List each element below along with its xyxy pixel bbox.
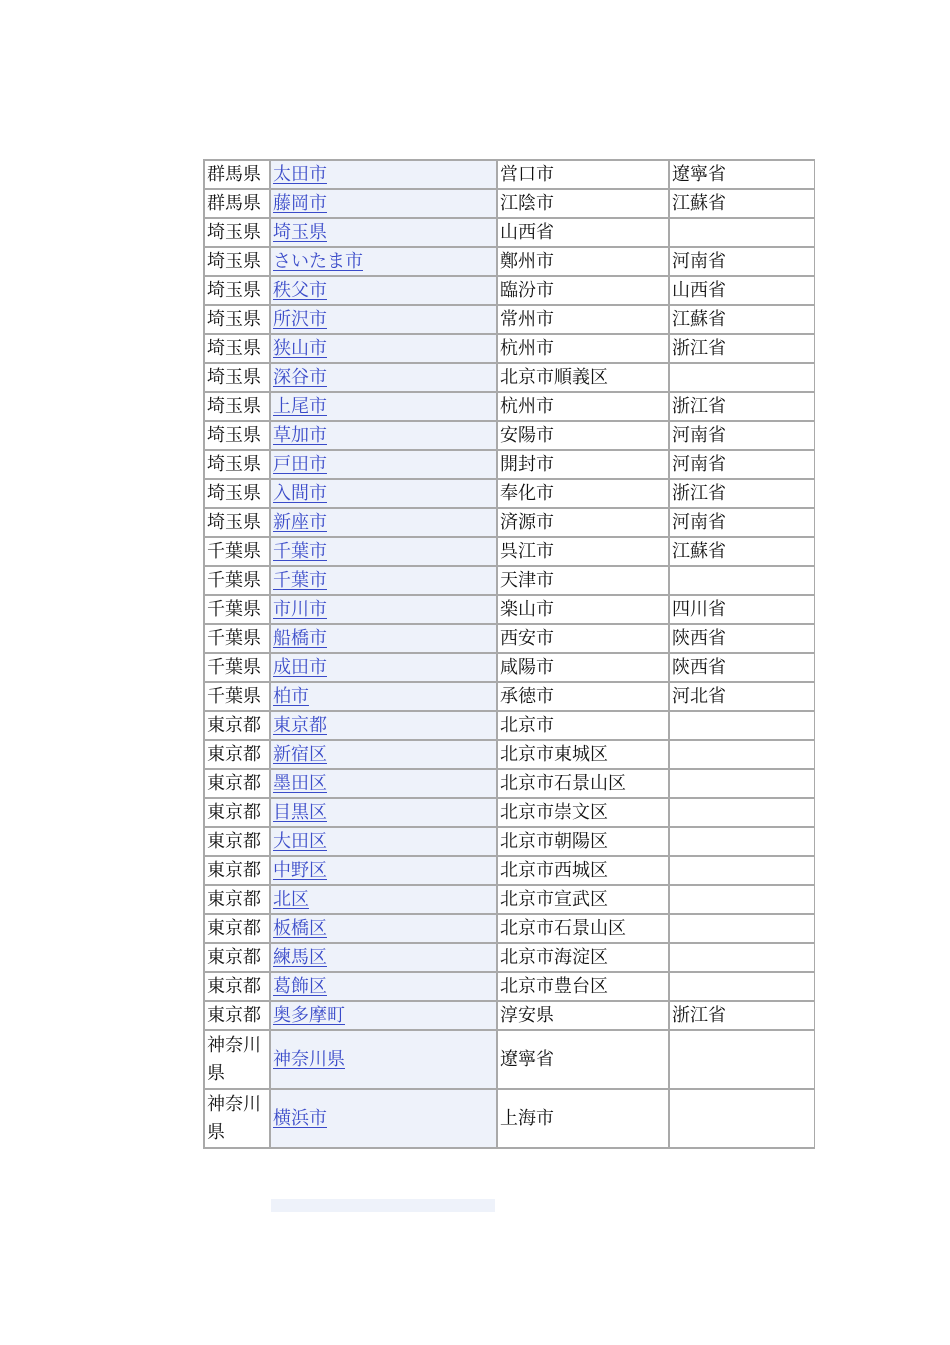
japanese-city-cell [270, 972, 497, 1001]
prefecture-cell: 千葉県 [204, 682, 270, 711]
japanese-city-cell [270, 1030, 497, 1089]
chinese-city-cell: 営口市 [497, 160, 669, 189]
japanese-city-cell [270, 247, 497, 276]
chinese-province-cell: 陝西省 [669, 653, 815, 682]
city-link[interactable]: 奥多摩町 [273, 1005, 345, 1026]
table-row [204, 711, 815, 740]
japanese-city-cell [270, 769, 497, 798]
chinese-city-cell: 奉化市 [497, 479, 669, 508]
prefecture-cell: 東京都 [204, 914, 270, 943]
table-row [204, 682, 815, 711]
chinese-city-cell: 承徳市 [497, 682, 669, 711]
japanese-city-cell [270, 885, 497, 914]
chinese-city-cell: 楽山市 [497, 595, 669, 624]
prefecture-cell: 埼玉県 [204, 450, 270, 479]
table-row [204, 450, 815, 479]
chinese-city-cell: 杭州市 [497, 392, 669, 421]
prefecture-cell: 埼玉県 [204, 392, 270, 421]
city-link[interactable]: 墨田区 [273, 773, 327, 794]
chinese-province-cell [669, 1030, 815, 1089]
prefecture-cell: 埼玉県 [204, 479, 270, 508]
sister-city-table [203, 159, 815, 1149]
chinese-city-cell: 杭州市 [497, 334, 669, 363]
city-link[interactable]: 東京都 [273, 715, 327, 736]
japanese-city-cell [270, 624, 497, 653]
chinese-province-cell [669, 363, 815, 392]
table-row [204, 595, 815, 624]
cut-off-cell-fragment [271, 1199, 495, 1212]
prefecture-cell: 千葉県 [204, 566, 270, 595]
table-row [204, 566, 815, 595]
city-link[interactable]: 新座市 [273, 512, 327, 533]
japanese-city-cell [270, 711, 497, 740]
prefecture-cell: 埼玉県 [204, 247, 270, 276]
table-row [204, 827, 815, 856]
city-link[interactable]: 太田市 [273, 164, 327, 185]
table-row [204, 508, 815, 537]
japanese-city-cell [270, 189, 497, 218]
japanese-city-cell [270, 943, 497, 972]
chinese-city-cell: 開封市 [497, 450, 669, 479]
chinese-province-cell: 浙江省 [669, 479, 815, 508]
chinese-city-cell: 北京市石景山区 [497, 769, 669, 798]
table-row [204, 305, 815, 334]
table-row [204, 1089, 815, 1148]
chinese-province-cell: 江蘇省 [669, 189, 815, 218]
japanese-city-cell [270, 595, 497, 624]
chinese-province-cell [669, 740, 815, 769]
prefecture-cell: 群馬県 [204, 189, 270, 218]
city-link[interactable]: さいたま市 [273, 251, 363, 272]
table-row [204, 160, 815, 189]
prefecture-cell: 千葉県 [204, 624, 270, 653]
prefecture-cell: 千葉県 [204, 653, 270, 682]
chinese-province-cell: 河南省 [669, 247, 815, 276]
prefecture-cell: 東京都 [204, 972, 270, 1001]
city-link[interactable]: 所沢市 [273, 309, 327, 330]
prefecture-cell: 埼玉県 [204, 218, 270, 247]
prefecture-cell: 神奈川県 [204, 1089, 270, 1148]
city-link[interactable]: 板橋区 [273, 918, 327, 939]
chinese-province-cell [669, 827, 815, 856]
table-row [204, 740, 815, 769]
chinese-city-cell: 北京市石景山区 [497, 914, 669, 943]
prefecture-cell: 埼玉県 [204, 305, 270, 334]
chinese-city-cell: 北京市東城区 [497, 740, 669, 769]
table-row [204, 479, 815, 508]
prefecture-cell: 東京都 [204, 769, 270, 798]
city-link[interactable]: 上尾市 [273, 396, 327, 417]
japanese-city-cell [270, 653, 497, 682]
japanese-city-cell [270, 798, 497, 827]
chinese-city-cell: 咸陽市 [497, 653, 669, 682]
prefecture-cell: 神奈川県 [204, 1030, 270, 1089]
chinese-city-cell: 淳安県 [497, 1001, 669, 1030]
japanese-city-cell [270, 218, 497, 247]
japanese-city-cell [270, 334, 497, 363]
chinese-province-cell [669, 914, 815, 943]
city-link[interactable]: 船橋市 [273, 628, 327, 649]
city-link[interactable]: 練馬区 [273, 947, 327, 968]
chinese-province-cell [669, 769, 815, 798]
japanese-city-cell [270, 1001, 497, 1030]
chinese-city-cell: 北京市西城区 [497, 856, 669, 885]
city-link[interactable]: 千葉市 [273, 541, 327, 562]
chinese-province-cell [669, 798, 815, 827]
chinese-province-cell: 遼寧省 [669, 160, 815, 189]
city-link[interactable]: 新宿区 [273, 744, 327, 765]
japanese-city-cell [270, 276, 497, 305]
prefecture-cell: 埼玉県 [204, 276, 270, 305]
city-link[interactable]: 柏市 [273, 686, 309, 707]
chinese-city-cell: 北京市豊台区 [497, 972, 669, 1001]
prefecture-cell: 東京都 [204, 740, 270, 769]
japanese-city-cell [270, 682, 497, 711]
chinese-province-cell: 河南省 [669, 508, 815, 537]
city-link[interactable]: 目黒区 [273, 802, 327, 823]
chinese-province-cell [669, 885, 815, 914]
chinese-city-cell: 北京市 [497, 711, 669, 740]
city-link[interactable]: 神奈川県 [273, 1049, 345, 1070]
city-link[interactable]: 草加市 [273, 425, 327, 446]
chinese-province-cell [669, 856, 815, 885]
japanese-city-cell [270, 1089, 497, 1148]
table-row [204, 914, 815, 943]
chinese-city-cell: 上海市 [497, 1089, 669, 1148]
japanese-city-cell [270, 363, 497, 392]
chinese-city-cell: 北京市順義区 [497, 363, 669, 392]
chinese-city-cell: 北京市海淀区 [497, 943, 669, 972]
chinese-city-cell: 鄭州市 [497, 247, 669, 276]
japanese-city-cell [270, 856, 497, 885]
japanese-city-cell [270, 160, 497, 189]
chinese-city-cell: 北京市崇文区 [497, 798, 669, 827]
prefecture-cell: 埼玉県 [204, 363, 270, 392]
city-link[interactable]: 千葉市 [273, 570, 327, 591]
chinese-province-cell [669, 1089, 815, 1148]
table-row [204, 334, 815, 363]
table-row [204, 392, 815, 421]
table-row [204, 1001, 815, 1030]
table-row [204, 218, 815, 247]
city-link[interactable]: 市川市 [273, 599, 327, 620]
table-row [204, 189, 815, 218]
city-link[interactable]: 葛飾区 [273, 976, 327, 997]
table-row [204, 972, 815, 1001]
chinese-province-cell: 江蘇省 [669, 537, 815, 566]
chinese-city-cell: 北京市宣武区 [497, 885, 669, 914]
chinese-province-cell: 陝西省 [669, 624, 815, 653]
table-row [204, 624, 815, 653]
japanese-city-cell [270, 566, 497, 595]
prefecture-cell: 東京都 [204, 1001, 270, 1030]
table-row [204, 537, 815, 566]
chinese-province-cell: 四川省 [669, 595, 815, 624]
prefecture-cell: 東京都 [204, 885, 270, 914]
chinese-province-cell [669, 943, 815, 972]
city-link[interactable]: 秩父市 [273, 280, 327, 301]
japanese-city-cell [270, 305, 497, 334]
city-link[interactable]: 深谷市 [273, 367, 327, 388]
japanese-city-cell [270, 508, 497, 537]
chinese-city-cell: 山西省 [497, 218, 669, 247]
chinese-province-cell: 河南省 [669, 450, 815, 479]
japanese-city-cell [270, 537, 497, 566]
chinese-city-cell: 江陰市 [497, 189, 669, 218]
chinese-province-cell: 河南省 [669, 421, 815, 450]
chinese-province-cell: 浙江省 [669, 1001, 815, 1030]
prefecture-cell: 東京都 [204, 856, 270, 885]
chinese-city-cell: 安陽市 [497, 421, 669, 450]
chinese-province-cell [669, 972, 815, 1001]
city-link[interactable]: 狭山市 [273, 338, 327, 359]
city-link[interactable]: 大田区 [273, 831, 327, 852]
chinese-city-cell: 臨汾市 [497, 276, 669, 305]
city-link[interactable]: 中野区 [273, 860, 327, 881]
prefecture-cell: 埼玉県 [204, 508, 270, 537]
table-row [204, 363, 815, 392]
prefecture-cell: 東京都 [204, 798, 270, 827]
city-link[interactable]: 入間市 [273, 483, 327, 504]
prefecture-cell: 埼玉県 [204, 334, 270, 363]
table-row [204, 769, 815, 798]
japanese-city-cell [270, 914, 497, 943]
japanese-city-cell [270, 392, 497, 421]
chinese-city-cell: 呉江市 [497, 537, 669, 566]
japanese-city-cell [270, 827, 497, 856]
chinese-province-cell [669, 218, 815, 247]
prefecture-cell: 埼玉県 [204, 421, 270, 450]
prefecture-cell: 千葉県 [204, 595, 270, 624]
table-row [204, 421, 815, 450]
chinese-province-cell [669, 566, 815, 595]
table-row [204, 653, 815, 682]
chinese-province-cell: 江蘇省 [669, 305, 815, 334]
prefecture-cell: 東京都 [204, 827, 270, 856]
chinese-province-cell: 浙江省 [669, 392, 815, 421]
japanese-city-cell [270, 740, 497, 769]
prefecture-cell: 千葉県 [204, 537, 270, 566]
prefecture-cell: 東京都 [204, 711, 270, 740]
city-link[interactable]: 横浜市 [273, 1108, 327, 1129]
chinese-province-cell: 山西省 [669, 276, 815, 305]
table-row [204, 856, 815, 885]
city-link[interactable]: 戸田市 [273, 454, 327, 475]
chinese-city-cell: 済源市 [497, 508, 669, 537]
japanese-city-cell [270, 479, 497, 508]
chinese-province-cell: 河北省 [669, 682, 815, 711]
chinese-city-cell: 遼寧省 [497, 1030, 669, 1089]
table-row [204, 885, 815, 914]
japanese-city-cell [270, 450, 497, 479]
chinese-city-cell: 西安市 [497, 624, 669, 653]
table-viewport [203, 159, 815, 1184]
table-row [204, 247, 815, 276]
table-row [204, 798, 815, 827]
chinese-province-cell [669, 711, 815, 740]
japanese-city-cell [270, 421, 497, 450]
city-link[interactable]: 成田市 [273, 657, 327, 678]
chinese-city-cell: 北京市朝陽区 [497, 827, 669, 856]
prefecture-cell: 群馬県 [204, 160, 270, 189]
chinese-city-cell: 常州市 [497, 305, 669, 334]
prefecture-cell: 東京都 [204, 943, 270, 972]
table-row [204, 943, 815, 972]
table-row [204, 1030, 815, 1089]
chinese-province-cell: 浙江省 [669, 334, 815, 363]
city-link[interactable]: 藤岡市 [273, 193, 327, 214]
city-link[interactable]: 埼玉県 [273, 222, 327, 243]
table-row [204, 276, 815, 305]
city-link[interactable]: 北区 [273, 889, 309, 910]
chinese-city-cell: 天津市 [497, 566, 669, 595]
